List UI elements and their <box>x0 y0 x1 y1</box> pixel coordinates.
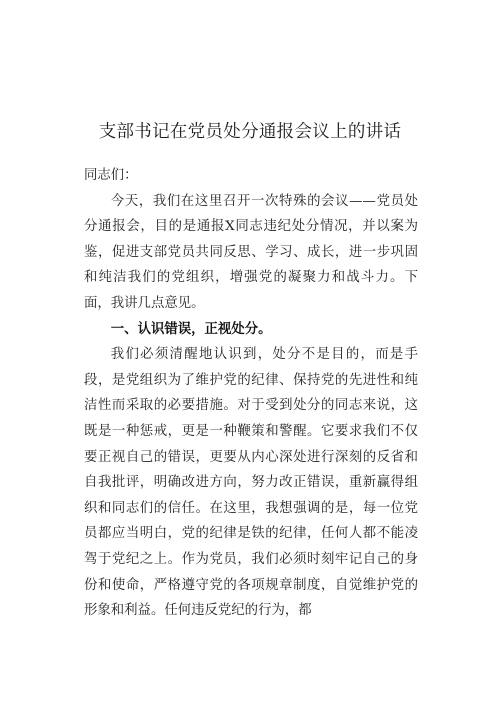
section-paragraph: 我们必须清醒地认识到，处分不是目的，而是手段，是党组织为了维护党的纪律、保持党的先进性和纯洁性而采取的必要措施。对于受到处分的同志来说，这既是一种惩戒，更是一种鞭策和警醒。它要求我们不仅要正视自己的错误，更要从内心深处进行深刻的反省和自我批评，明确改进方向，努力改正错误，重新赢得组织和同志们的信任。在这里，我想强调的是，每一位党员都应当明白，党的纪律是铁的纪律，任何人都不能凌驾于党纪之上。作为党员，我们必须时刻牢记自己的身份和使命，严格遵守党的各项规章制度，自觉维护党的形象和利益。任何违反党纪的行为，都 <box>84 347 418 619</box>
section-heading: 一、认识错误，正视处分。 <box>110 321 272 337</box>
document-body <box>84 163 418 624</box>
document-title: 支部书记在党员处分通报会议上的讲话 <box>98 122 402 142</box>
intro-paragraph: 今天，我们在这里召开一次特殊的会议——党员处分通报会，目的是通报X同志违纪处分情况，并以案为鉴，促进支部党员共同反思、学习、成长，进一步巩固和纯洁我们的党组织，增强党的凝聚力和战斗力。下面，我讲几点意见。 <box>84 193 418 311</box>
salutation: 同志们： <box>84 168 138 183</box>
